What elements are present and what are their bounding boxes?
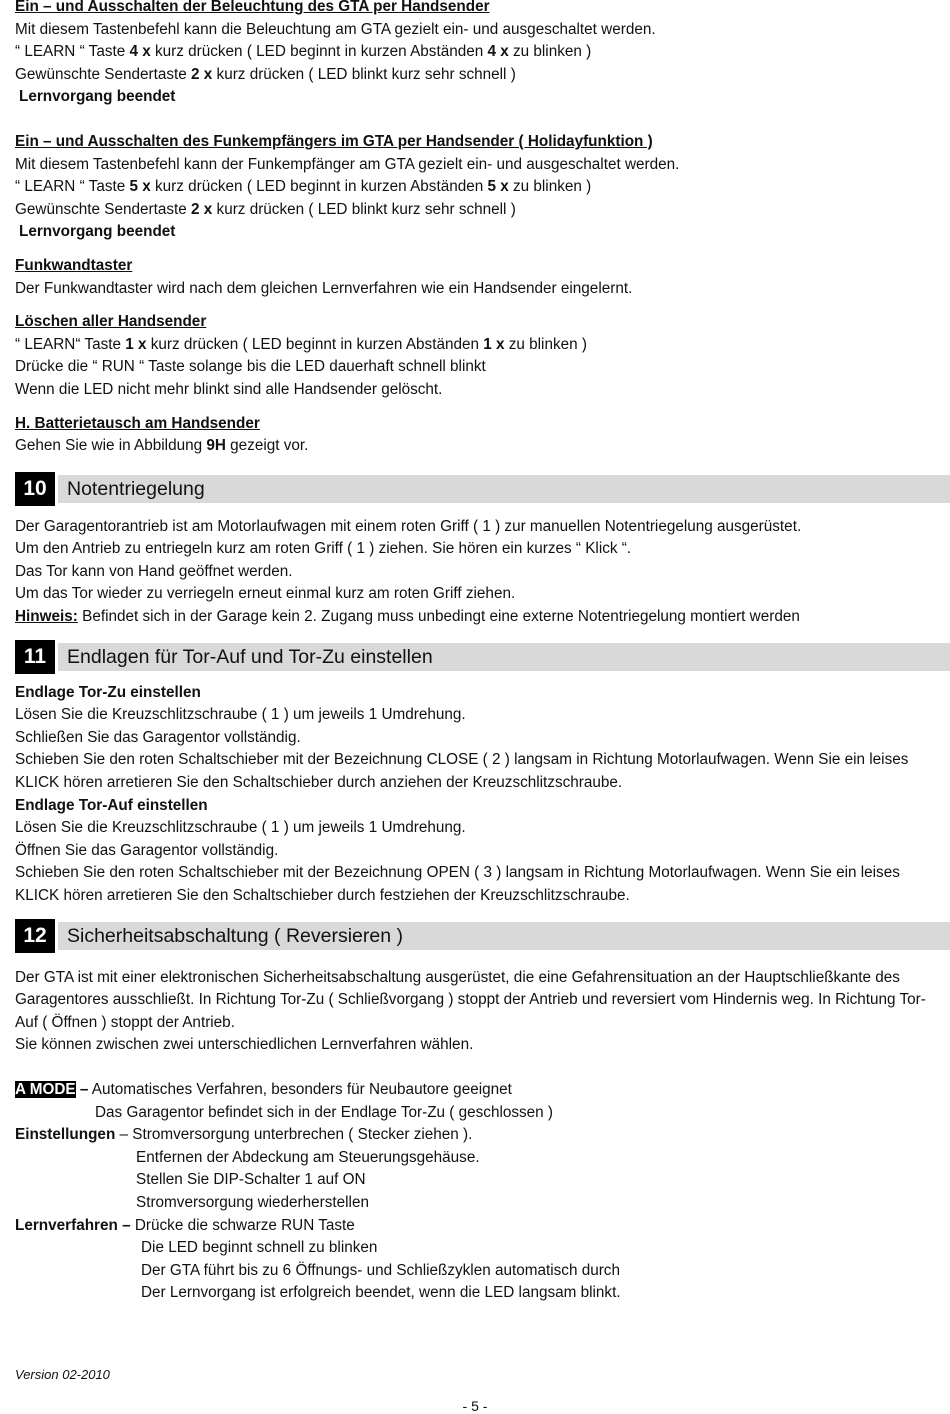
step-count: 2 x	[191, 65, 213, 83]
s12-settings-line-3: Stellen Sie DIP-Schalter 1 auf ON	[136, 1171, 366, 1189]
s10-hint	[15, 606, 945, 629]
mode-description: Automatisches Verfahren, besonders für Neubautore geeignet	[88, 1080, 512, 1098]
section-title: Sicherheitsabschaltung ( Reversieren )	[58, 922, 950, 950]
step-text: “ LEARN “ Taste	[15, 178, 130, 196]
step-count: 5 x	[487, 178, 509, 196]
subsection-title: Endlage Tor-Zu einstellen	[15, 683, 201, 701]
s10-line-1: Der Garagentorantrieb ist am Motorlaufwagen mit einem roten Griff ( 1 ) zur manuellen Notentriegelung ausgerüstet.	[15, 517, 802, 535]
s11-open-line-2: Öffnen Sie das Garagentor vollständig.	[15, 841, 279, 859]
page-number: - 5 -	[462, 1398, 488, 1414]
s12-mode-sub: Das Garagentor befindet sich in der Endlage Tor-Zu ( geschlossen )	[95, 1103, 554, 1121]
step-text: Gewünschte Sendertaste	[15, 65, 192, 83]
delete-step-1	[15, 334, 945, 357]
s12-learn-line-2: Die LED beginnt schnell zu blinken	[141, 1239, 378, 1257]
document-page	[15, 0, 945, 1305]
delete-step-3: Wenn die LED nicht mehr blinkt sind alle Handsender gelöscht.	[15, 380, 443, 398]
radio-step-1	[15, 176, 945, 199]
radio-section-title: Ein – und Ausschalten des Funkempfängers im GTA per Handsender ( Holidayfunktion )	[15, 132, 653, 150]
step-count: 4 x	[129, 43, 151, 61]
s10-line-4: Um das Tor wieder zu verriegeln erneut einmal kurz am roten Griff ziehen.	[15, 585, 516, 603]
s11-open-line-1: Lösen Sie die Kreuzschlitzschraube ( 1 ) um jeweils 1 Umdrehung.	[15, 819, 466, 837]
s12-paragraph-1: Der GTA ist mit einer elektronischen Sicherheitsabschaltung ausgerüstet, die eine Gefahrensituation an der Hauptschließkante des Garagentores ausschließt. In Richtung Tor-Zu ( Schließvorgang ) stoppt der Antrieb und reversiert vom Hindernis weg. In Richtung Tor-Auf ( Öffnen ) stoppt der Antrieb.	[15, 968, 926, 1031]
done-label: Lernvorgang beendet	[19, 223, 176, 241]
step-text: “ LEARN “ Taste	[15, 43, 130, 61]
light-done	[15, 86, 945, 109]
section-12-header	[15, 919, 945, 953]
step-count: 1 x	[483, 335, 505, 353]
step-text: Gewünschte Sendertaste	[15, 200, 192, 218]
section-title: Endlagen für Tor-Auf und Tor-Zu einstellen	[58, 643, 950, 671]
mode-badge: A MODE	[15, 1080, 76, 1098]
step-count: 1 x	[125, 335, 147, 353]
step-count: 5 x	[129, 178, 151, 196]
s10-line-2: Um den Antrieb zu entriegeln kurz am roten Griff ( 1 ) ziehen. Sie hören ein kurzes “ Klick “.	[15, 540, 632, 558]
subsection-title: Endlage Tor-Auf einstellen	[15, 796, 208, 814]
section-number: 12	[15, 919, 55, 953]
battery-description	[15, 435, 945, 458]
step-text: kurz drücken ( LED blinkt kurz sehr schnell )	[212, 200, 516, 218]
learn-label: Lernverfahren –	[15, 1216, 131, 1234]
radio-done	[15, 221, 945, 244]
version-label: Version 02-2010	[15, 1367, 110, 1382]
light-step-1	[15, 41, 945, 64]
battery-text: gezeigt vor.	[225, 437, 309, 455]
section-number: 10	[15, 472, 55, 506]
step-text: “ LEARN“ Taste	[15, 335, 126, 353]
s11-open-title	[15, 795, 945, 818]
s12-learn-line-4: Der Lernvorgang ist erfolgreich beendet, wenn die LED langsam blinkt.	[141, 1284, 621, 1302]
light-description: Mit diesem Tastenbefehl kann die Beleuchtung am GTA gezielt ein- und ausgeschaltet werden.	[15, 20, 656, 38]
s11-open-line-3: Schieben Sie den roten Schaltschieber mit der Bezeichnung OPEN ( 3 ) langsam in Richtung Motorlaufwagen. Wenn Sie ein leises KLICK hören arretieren Sie den Schaltschieber durch festziehen der Kreuzschlitzschraube.	[15, 864, 900, 904]
settings-text: – Stromversorgung unterbrechen ( Stecker ziehen ).	[115, 1126, 473, 1144]
step-text: zu blinken )	[508, 43, 592, 61]
section-number: 11	[15, 640, 55, 674]
learn-text: Drücke die schwarze RUN Taste	[130, 1216, 355, 1234]
s12-learn-line-3: Der GTA führt bis zu 6 Öffnungs- und Schließzyklen automatisch durch	[141, 1261, 620, 1279]
wall-section-title: Funkwandtaster	[15, 256, 133, 274]
hint-label: Hinweis:	[15, 608, 78, 626]
delete-step-2: Drücke die “ RUN “ Taste solange bis die LED dauerhaft schnell blinkt	[15, 358, 486, 376]
step-text: kurz drücken ( LED beginnt in kurzen Abständen	[146, 335, 484, 353]
radio-step-2	[15, 199, 945, 222]
s12-settings-line-4: Stromversorgung wiederherstellen	[136, 1193, 369, 1211]
s12-paragraph-2: Sie können zwischen zwei unterschiedlichen Lernverfahren wählen.	[15, 1036, 474, 1054]
step-count: 2 x	[191, 200, 213, 218]
s12-settings-line-1	[15, 1124, 945, 1147]
s11-close-line-1: Lösen Sie die Kreuzschlitzschraube ( 1 ) um jeweils 1 Umdrehung.	[15, 706, 466, 724]
s12-mode-line	[15, 1079, 945, 1102]
done-label: Lernvorgang beendet	[19, 88, 176, 106]
s12-settings-line-2: Entfernen der Abdeckung am Steuerungsgehäuse.	[136, 1148, 480, 1166]
battery-section-title: H. Batterietausch am Handsender	[15, 414, 260, 432]
delete-section-title: Löschen aller Handsender	[15, 313, 207, 331]
wall-description: Der Funkwandtaster wird nach dem gleichen Lernverfahren wie ein Handsender eingelernt.	[15, 279, 633, 297]
hint-text: Befindet sich in der Garage kein 2. Zugang muss unbedingt eine externe Notentriegelung montiert werden	[77, 608, 800, 626]
section-10-header	[15, 472, 945, 506]
step-text: kurz drücken ( LED beginnt in kurzen Abständen	[150, 43, 488, 61]
s10-line-3: Das Tor kann von Hand geöffnet werden.	[15, 562, 293, 580]
s11-close-title	[15, 682, 945, 705]
light-step-2	[15, 64, 945, 87]
section-11-header	[15, 640, 945, 674]
step-count: 4 x	[487, 43, 509, 61]
figure-reference: 9H	[206, 437, 226, 455]
step-text: zu blinken )	[504, 335, 587, 353]
s11-close-line-3: Schieben Sie den roten Schaltschieber mit der Bezeichnung CLOSE ( 2 ) langsam in Richtung Motorlaufwagen. Wenn Sie ein leises KLICK hören arretieren Sie den Schaltschieber durch anziehen der Kreuzschlitzschraube.	[15, 751, 909, 792]
battery-text: Gehen Sie wie in Abbildung	[15, 437, 207, 455]
mode-dash: –	[75, 1080, 89, 1098]
radio-description: Mit diesem Tastenbefehl kann der Funkempfänger am GTA gezielt ein- und ausgeschaltet werden.	[15, 155, 680, 173]
settings-label: Einstellungen	[15, 1126, 116, 1144]
s12-learn-line-1	[15, 1215, 945, 1238]
section-title: Notentriegelung	[58, 475, 950, 503]
step-text: zu blinken )	[508, 178, 592, 196]
s11-close-line-2: Schließen Sie das Garagentor vollständig.	[15, 728, 301, 746]
step-text: kurz drücken ( LED beginnt in kurzen Abständen	[150, 178, 488, 196]
light-section-title: Ein – und Ausschalten der Beleuchtung des GTA per Handsender	[15, 0, 490, 15]
step-text: kurz drücken ( LED blinkt kurz sehr schnell )	[212, 65, 516, 83]
